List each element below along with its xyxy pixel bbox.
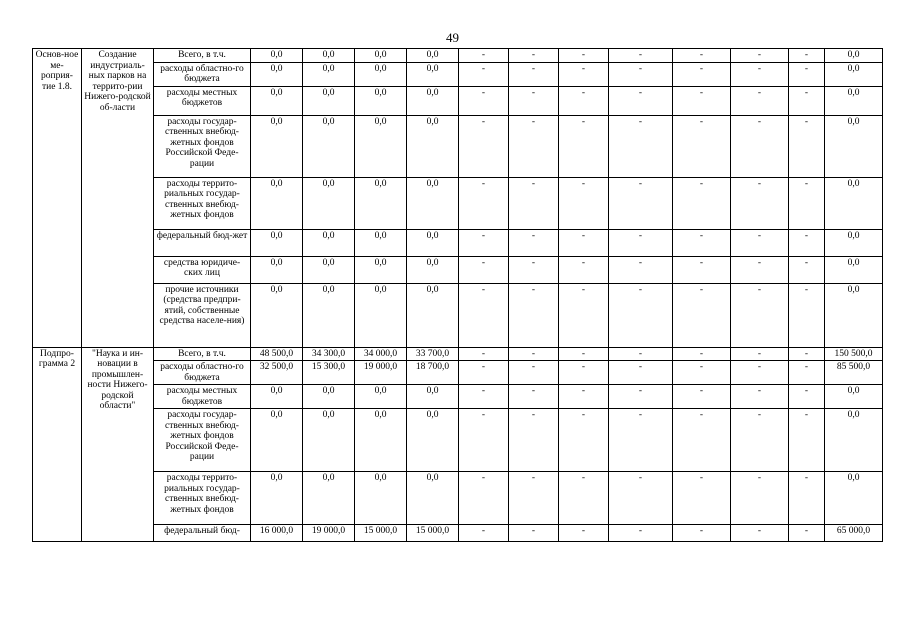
- value-cell: -: [789, 361, 825, 385]
- value-cell: -: [509, 49, 559, 63]
- value-cell: -: [731, 525, 789, 542]
- table-row: [33, 86, 883, 115]
- value-cell: 0,0: [407, 229, 459, 256]
- funding-source-cell: расходы областно-го бюджета: [154, 62, 251, 86]
- value-cell: -: [789, 472, 825, 525]
- value-cell: -: [789, 49, 825, 63]
- total-value-cell: 0,0: [825, 229, 883, 256]
- value-cell: -: [731, 385, 789, 409]
- value-cell: -: [609, 409, 673, 472]
- value-cell: -: [731, 115, 789, 177]
- value-cell: -: [673, 472, 731, 525]
- value-cell: 32 500,0: [251, 361, 303, 385]
- value-cell: 0,0: [355, 256, 407, 283]
- value-cell: -: [673, 49, 731, 63]
- value-cell: 0,0: [407, 115, 459, 177]
- value-cell: -: [609, 525, 673, 542]
- value-cell: -: [509, 409, 559, 472]
- value-cell: 0,0: [251, 472, 303, 525]
- value-cell: -: [559, 229, 609, 256]
- value-cell: -: [731, 347, 789, 361]
- value-cell: 0,0: [303, 409, 355, 472]
- value-cell: 0,0: [251, 385, 303, 409]
- value-cell: -: [609, 62, 673, 86]
- value-cell: -: [673, 409, 731, 472]
- value-cell: -: [459, 229, 509, 256]
- value-cell: 0,0: [303, 256, 355, 283]
- total-value-cell: 0,0: [825, 283, 883, 347]
- value-cell: -: [673, 256, 731, 283]
- value-cell: 0,0: [251, 229, 303, 256]
- value-cell: -: [673, 86, 731, 115]
- value-cell: 0,0: [407, 283, 459, 347]
- value-cell: 0,0: [355, 229, 407, 256]
- total-value-cell: 0,0: [825, 472, 883, 525]
- value-cell: -: [509, 115, 559, 177]
- value-cell: 0,0: [303, 229, 355, 256]
- funding-source-cell: расходы террито-риальных государ-ственных внебюд-жетных фондов: [154, 472, 251, 525]
- value-cell: -: [731, 86, 789, 115]
- total-value-cell: 0,0: [825, 385, 883, 409]
- value-cell: -: [673, 385, 731, 409]
- total-value-cell: 0,0: [825, 62, 883, 86]
- value-cell: -: [673, 347, 731, 361]
- value-cell: -: [459, 256, 509, 283]
- value-cell: -: [609, 229, 673, 256]
- value-cell: -: [731, 472, 789, 525]
- value-cell: 0,0: [355, 49, 407, 63]
- value-cell: 0,0: [355, 283, 407, 347]
- value-cell: -: [731, 409, 789, 472]
- value-cell: 0,0: [251, 62, 303, 86]
- value-cell: -: [459, 49, 509, 63]
- value-cell: -: [789, 283, 825, 347]
- table-row: [33, 115, 883, 177]
- value-cell: -: [559, 86, 609, 115]
- value-cell: 0,0: [303, 115, 355, 177]
- page-number: 49: [446, 30, 459, 45]
- value-cell: -: [509, 385, 559, 409]
- value-cell: 0,0: [407, 86, 459, 115]
- value-cell: 0,0: [303, 86, 355, 115]
- value-cell: 19 000,0: [355, 361, 407, 385]
- table-row: [33, 525, 883, 542]
- value-cell: 33 700,0: [407, 347, 459, 361]
- value-cell: -: [559, 115, 609, 177]
- value-cell: 0,0: [355, 86, 407, 115]
- value-cell: -: [509, 283, 559, 347]
- program-name-cell: Создание индустриаль-ных парков на террито-рии Нижего-родской об-ласти: [82, 49, 154, 348]
- value-cell: -: [609, 361, 673, 385]
- value-cell: -: [789, 409, 825, 472]
- value-cell: -: [789, 256, 825, 283]
- funding-source-cell: расходы областно-го бюджета: [154, 361, 251, 385]
- value-cell: -: [609, 385, 673, 409]
- value-cell: -: [609, 49, 673, 63]
- funding-source-cell: Всего, в т.ч.: [154, 49, 251, 63]
- value-cell: -: [459, 115, 509, 177]
- value-cell: 15 000,0: [355, 525, 407, 542]
- value-cell: -: [509, 525, 559, 542]
- value-cell: -: [459, 385, 509, 409]
- value-cell: 0,0: [355, 472, 407, 525]
- value-cell: 0,0: [251, 49, 303, 63]
- funding-source-cell: средства юридиче-ских лиц: [154, 256, 251, 283]
- value-cell: -: [559, 49, 609, 63]
- program-cell: Подпро-грамма 2: [33, 347, 82, 542]
- value-cell: 0,0: [407, 62, 459, 86]
- value-cell: -: [673, 283, 731, 347]
- value-cell: -: [509, 472, 559, 525]
- value-cell: -: [609, 115, 673, 177]
- value-cell: -: [789, 385, 825, 409]
- value-cell: 16 000,0: [251, 525, 303, 542]
- value-cell: 0,0: [355, 115, 407, 177]
- value-cell: -: [609, 86, 673, 115]
- value-cell: -: [731, 361, 789, 385]
- value-cell: -: [509, 177, 559, 229]
- funding-source-cell: расходы государ-ственных внебюд-жетных фондов Российской Феде-рации: [154, 115, 251, 177]
- value-cell: 0,0: [251, 177, 303, 229]
- table-row: [33, 49, 883, 63]
- value-cell: 0,0: [407, 49, 459, 63]
- funding-source-cell: федеральный бюд-: [154, 525, 251, 542]
- funding-source-cell: Всего, в т.ч.: [154, 347, 251, 361]
- value-cell: -: [731, 229, 789, 256]
- value-cell: -: [559, 283, 609, 347]
- value-cell: 0,0: [355, 385, 407, 409]
- value-cell: 0,0: [407, 177, 459, 229]
- value-cell: -: [459, 361, 509, 385]
- funding-source-cell: расходы местных бюджетов: [154, 86, 251, 115]
- value-cell: -: [459, 472, 509, 525]
- value-cell: -: [509, 86, 559, 115]
- value-cell: 0,0: [407, 385, 459, 409]
- value-cell: -: [731, 177, 789, 229]
- funding-source-cell: расходы террито-риальных государ-ственных внебюд-жетных фондов: [154, 177, 251, 229]
- value-cell: 0,0: [355, 409, 407, 472]
- value-cell: 0,0: [303, 472, 355, 525]
- value-cell: -: [459, 283, 509, 347]
- total-value-cell: 0,0: [825, 115, 883, 177]
- total-value-cell: 0,0: [825, 177, 883, 229]
- value-cell: -: [459, 409, 509, 472]
- value-cell: 15 000,0: [407, 525, 459, 542]
- value-cell: -: [673, 525, 731, 542]
- value-cell: -: [559, 525, 609, 542]
- table-row: [33, 256, 883, 283]
- value-cell: -: [459, 86, 509, 115]
- funding-source-cell: федеральный бюд-жет: [154, 229, 251, 256]
- value-cell: -: [673, 361, 731, 385]
- value-cell: -: [673, 62, 731, 86]
- value-cell: 18 700,0: [407, 361, 459, 385]
- total-value-cell: 150 500,0: [825, 347, 883, 361]
- value-cell: -: [789, 115, 825, 177]
- value-cell: -: [559, 409, 609, 472]
- value-cell: -: [559, 385, 609, 409]
- value-cell: -: [609, 472, 673, 525]
- program-name-cell: "Наука и ин-новации в промышлен-ности Нижего-родской области": [82, 347, 154, 542]
- total-value-cell: 0,0: [825, 256, 883, 283]
- value-cell: -: [789, 86, 825, 115]
- value-cell: 0,0: [303, 62, 355, 86]
- value-cell: -: [731, 49, 789, 63]
- value-cell: 0,0: [251, 115, 303, 177]
- value-cell: -: [789, 62, 825, 86]
- table-row: [33, 472, 883, 525]
- value-cell: -: [509, 229, 559, 256]
- total-value-cell: 0,0: [825, 86, 883, 115]
- table-row: [33, 283, 883, 347]
- value-cell: -: [559, 472, 609, 525]
- table-row: [33, 347, 883, 361]
- value-cell: 0,0: [303, 49, 355, 63]
- value-cell: 19 000,0: [303, 525, 355, 542]
- table-row: [33, 229, 883, 256]
- value-cell: -: [459, 177, 509, 229]
- value-cell: 0,0: [251, 256, 303, 283]
- value-cell: -: [789, 229, 825, 256]
- value-cell: 0,0: [407, 256, 459, 283]
- value-cell: 34 000,0: [355, 347, 407, 361]
- table-row: [33, 177, 883, 229]
- value-cell: 0,0: [407, 409, 459, 472]
- value-cell: -: [673, 229, 731, 256]
- table-row: [33, 409, 883, 472]
- value-cell: 0,0: [303, 177, 355, 229]
- funding-source-cell: расходы государ-ственных внебюд-жетных фондов Российской Феде-рации: [154, 409, 251, 472]
- value-cell: -: [789, 177, 825, 229]
- table-row: [33, 62, 883, 86]
- value-cell: 0,0: [251, 409, 303, 472]
- value-cell: -: [673, 115, 731, 177]
- value-cell: -: [559, 361, 609, 385]
- value-cell: 0,0: [251, 283, 303, 347]
- value-cell: -: [509, 62, 559, 86]
- table-row: [33, 361, 883, 385]
- value-cell: -: [459, 62, 509, 86]
- value-cell: -: [673, 177, 731, 229]
- value-cell: 48 500,0: [251, 347, 303, 361]
- value-cell: 15 300,0: [303, 361, 355, 385]
- total-value-cell: 0,0: [825, 49, 883, 63]
- value-cell: -: [509, 347, 559, 361]
- total-value-cell: 65 000,0: [825, 525, 883, 542]
- value-cell: -: [731, 283, 789, 347]
- value-cell: 0,0: [303, 385, 355, 409]
- value-cell: 0,0: [251, 86, 303, 115]
- value-cell: 0,0: [355, 62, 407, 86]
- value-cell: -: [459, 525, 509, 542]
- value-cell: -: [559, 177, 609, 229]
- value-cell: -: [509, 256, 559, 283]
- value-cell: -: [731, 62, 789, 86]
- value-cell: -: [609, 256, 673, 283]
- value-cell: -: [609, 283, 673, 347]
- budget-table: [32, 48, 883, 542]
- value-cell: -: [559, 256, 609, 283]
- value-cell: -: [609, 347, 673, 361]
- value-cell: -: [789, 525, 825, 542]
- funding-source-cell: прочие источники (средства предпри-ятий, собственные средства населе-ния): [154, 283, 251, 347]
- value-cell: 0,0: [407, 472, 459, 525]
- value-cell: 34 300,0: [303, 347, 355, 361]
- total-value-cell: 85 500,0: [825, 361, 883, 385]
- funding-source-cell: расходы местных бюджетов: [154, 385, 251, 409]
- value-cell: -: [609, 177, 673, 229]
- value-cell: -: [789, 347, 825, 361]
- value-cell: -: [459, 347, 509, 361]
- value-cell: 0,0: [355, 177, 407, 229]
- value-cell: -: [559, 62, 609, 86]
- total-value-cell: 0,0: [825, 409, 883, 472]
- program-cell: Основ-ное ме-роприя-тие 1.8.: [33, 49, 82, 348]
- table-row: [33, 385, 883, 409]
- value-cell: -: [509, 361, 559, 385]
- value-cell: 0,0: [303, 283, 355, 347]
- value-cell: -: [731, 256, 789, 283]
- value-cell: -: [559, 347, 609, 361]
